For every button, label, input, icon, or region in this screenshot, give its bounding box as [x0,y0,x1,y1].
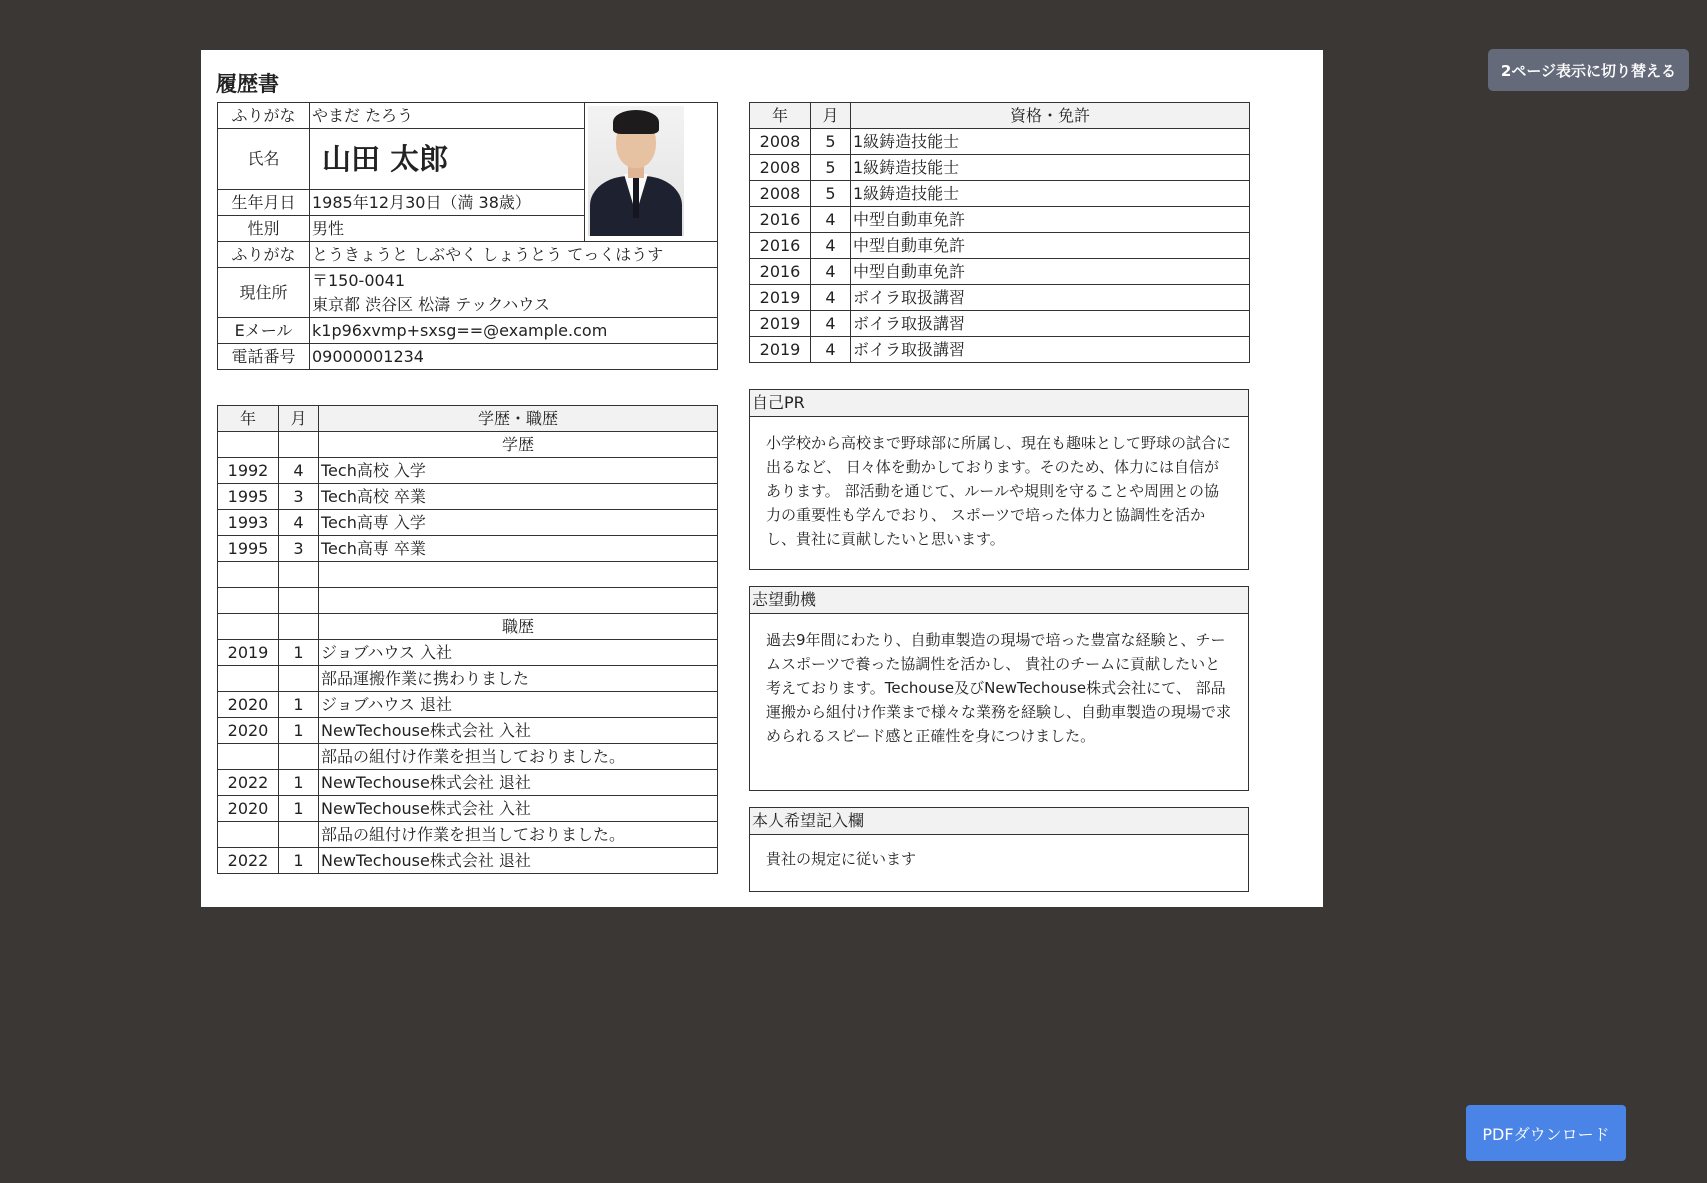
history-row [218,458,718,484]
history-month-cell: 1 [279,848,319,874]
license-year-cell: 2019 [750,285,811,311]
birthdate-label: 生年月日 [218,190,310,216]
license-year-header: 年 [750,103,811,129]
address-label: 現住所 [218,268,310,318]
history-year-header: 年 [218,406,279,432]
history-content-cell: Tech高校 入学 [319,458,718,484]
history-year-cell [218,614,279,640]
history-month-cell: 3 [279,536,319,562]
address: 東京都 渋谷区 松濤 テックハウス [312,294,550,314]
history-row [218,484,718,510]
license-month-cell: 4 [811,259,851,285]
history-row [218,796,718,822]
history-row [218,692,718,718]
history-month-header: 月 [279,406,319,432]
history-year-cell [218,588,279,614]
license-row [750,337,1250,363]
history-year-cell: 1992 [218,458,279,484]
history-content-cell: NewTechouse株式会社 入社 [319,796,718,822]
history-row [218,614,718,640]
license-month-cell: 4 [811,207,851,233]
history-year-cell [218,666,279,692]
history-year-cell: 2020 [218,692,279,718]
history-content-cell: ジョブハウス 退社 [319,692,718,718]
history-month-cell: 4 [279,510,319,536]
history-content-header: 学歴・職歴 [319,406,718,432]
history-month-cell [279,432,319,458]
pdf-download-button[interactable]: PDFダウンロード [1466,1105,1626,1161]
personal-wishes-label: 本人希望記入欄 [750,808,1248,835]
history-row [218,562,718,588]
history-year-cell: 2020 [218,718,279,744]
photo-cell [585,103,718,242]
name-label: 氏名 [218,129,310,190]
history-month-cell: 4 [279,458,319,484]
motivation-label: 志望動機 [750,587,1248,614]
history-row [218,770,718,796]
license-year-cell: 2008 [750,155,811,181]
document-title: 履歴書 [216,72,279,96]
gender: 男性 [310,216,585,242]
self-pr-section [749,389,1249,570]
history-year-cell: 1993 [218,510,279,536]
history-year-cell: 2022 [218,770,279,796]
history-content-cell: NewTechouse株式会社 退社 [319,848,718,874]
history-content-cell: Tech高校 卒業 [319,484,718,510]
personal-info-table [217,102,718,370]
furigana-label: ふりがな [218,103,310,129]
motivation-text: 過去9年間にわたり、自動車製造の現場で培った豊富な経験と、チームスポーツで養った協調性を活かし、 貴社のチームに貢献したいと考えております。Techouse及びNewTechouse株式会社にて、 部品運搬から組付け作業まで様々な業務を経験し、自動車製造の現場で求められるスピード感と正確性を身につけました。 [766,631,1232,745]
history-month-cell: 3 [279,484,319,510]
birthdate: 1985年12月30日（満 38歳） [310,190,585,216]
license-month-cell: 4 [811,285,851,311]
history-year-cell [218,432,279,458]
history-month-cell: 1 [279,640,319,666]
history-content-cell: NewTechouse株式会社 退社 [319,770,718,796]
education-work-history-table [217,405,718,874]
license-row [750,311,1250,337]
history-row [218,666,718,692]
gender-label: 性別 [218,216,310,242]
history-month-cell: 1 [279,796,319,822]
history-row [218,848,718,874]
license-month-cell: 5 [811,181,851,207]
license-year-cell: 2008 [750,181,811,207]
history-year-cell [218,562,279,588]
license-month-cell: 5 [811,155,851,181]
profile-photo [588,106,684,236]
personal-wishes-section [749,807,1249,892]
license-content-header: 資格・免許 [851,103,1250,129]
history-year-cell [218,744,279,770]
license-content-cell: 中型自動車免許 [851,259,1250,285]
history-month-cell [279,562,319,588]
license-year-cell: 2016 [750,207,811,233]
history-year-cell: 1995 [218,484,279,510]
license-month-cell: 5 [811,129,851,155]
license-content-cell: ボイラ取扱講習 [851,337,1250,363]
history-month-cell [279,614,319,640]
history-content-cell [319,562,718,588]
phone-label: 電話番号 [218,344,310,370]
license-month-cell: 4 [811,233,851,259]
license-row [750,207,1250,233]
license-content-cell: 1級鋳造技能士 [851,129,1250,155]
history-content-cell [319,588,718,614]
name-furigana: やまだ たろう [310,103,585,129]
license-row [750,129,1250,155]
history-content-cell: 部品の組付け作業を担当しておりました。 [319,822,718,848]
license-year-cell: 2008 [750,129,811,155]
history-month-cell [279,588,319,614]
history-content-cell: NewTechouse株式会社 入社 [319,718,718,744]
history-row [218,640,718,666]
history-content-cell: 部品運搬作業に携わりました [319,666,718,692]
toggle-two-page-view-button[interactable]: 2ページ表示に切り替える [1488,49,1689,91]
history-content-cell: 学歴 [319,432,718,458]
history-month-cell: 1 [279,770,319,796]
history-month-cell [279,744,319,770]
history-month-cell [279,666,319,692]
license-content-cell: 中型自動車免許 [851,207,1250,233]
address-cell [310,268,718,318]
license-content-cell: 中型自動車免許 [851,233,1250,259]
licenses-table [749,102,1250,363]
history-content-cell: ジョブハウス 入社 [319,640,718,666]
history-year-cell: 2020 [218,796,279,822]
license-month-cell: 4 [811,337,851,363]
history-year-cell: 2022 [218,848,279,874]
history-row [218,588,718,614]
license-year-cell: 2019 [750,337,811,363]
history-content-cell: Tech高専 卒業 [319,536,718,562]
license-year-cell: 2016 [750,259,811,285]
email-label: Eメール [218,318,310,344]
history-row [218,744,718,770]
personal-wishes-text: 貴社の規定に従います [766,850,917,868]
license-month-cell: 4 [811,311,851,337]
phone: 09000001234 [310,344,718,370]
license-year-cell: 2016 [750,233,811,259]
license-content-cell: ボイラ取扱講習 [851,311,1250,337]
history-month-cell: 1 [279,718,319,744]
history-year-cell [218,822,279,848]
license-year-cell: 2019 [750,311,811,337]
history-row [218,432,718,458]
history-row [218,536,718,562]
full-name: 山田 太郎 [310,129,585,190]
history-content-cell: 職歴 [319,614,718,640]
history-content-cell: Tech高専 入学 [319,510,718,536]
license-row [750,181,1250,207]
history-month-cell [279,822,319,848]
license-content-cell: 1級鋳造技能士 [851,155,1250,181]
postal-code: 〒150-0041 [312,271,406,291]
license-row [750,233,1250,259]
license-content-cell: ボイラ取扱講習 [851,285,1250,311]
address-furigana-label: ふりがな [218,242,310,268]
history-year-cell: 1995 [218,536,279,562]
history-row [218,510,718,536]
license-row [750,285,1250,311]
history-content-cell: 部品の組付け作業を担当しておりました。 [319,744,718,770]
email: k1p96xvmp+sxsg==@example.com [310,318,718,344]
self-pr-text: 小学校から高校まで野球部に所属し、現在も趣味として野球の試合に出るなど、 日々体を動かしております。そのため、体力には自信があります。 部活動を通じて、ルールや規則を守ることや周囲との協力の重要性も学んでおり、 スポーツで培った体力と協調性を活かし、貴社に貢献したいと思います。 [766,434,1232,548]
history-row [218,718,718,744]
license-month-header: 月 [811,103,851,129]
license-row [750,259,1250,285]
history-year-cell: 2019 [218,640,279,666]
history-month-cell: 1 [279,692,319,718]
license-content-cell: 1級鋳造技能士 [851,181,1250,207]
self-pr-label: 自己PR [750,390,1248,417]
history-row [218,822,718,848]
motivation-section [749,586,1249,791]
address-furigana: とうきょうと しぶやく しょうとう てっくはうす [310,242,718,268]
license-row [750,155,1250,181]
